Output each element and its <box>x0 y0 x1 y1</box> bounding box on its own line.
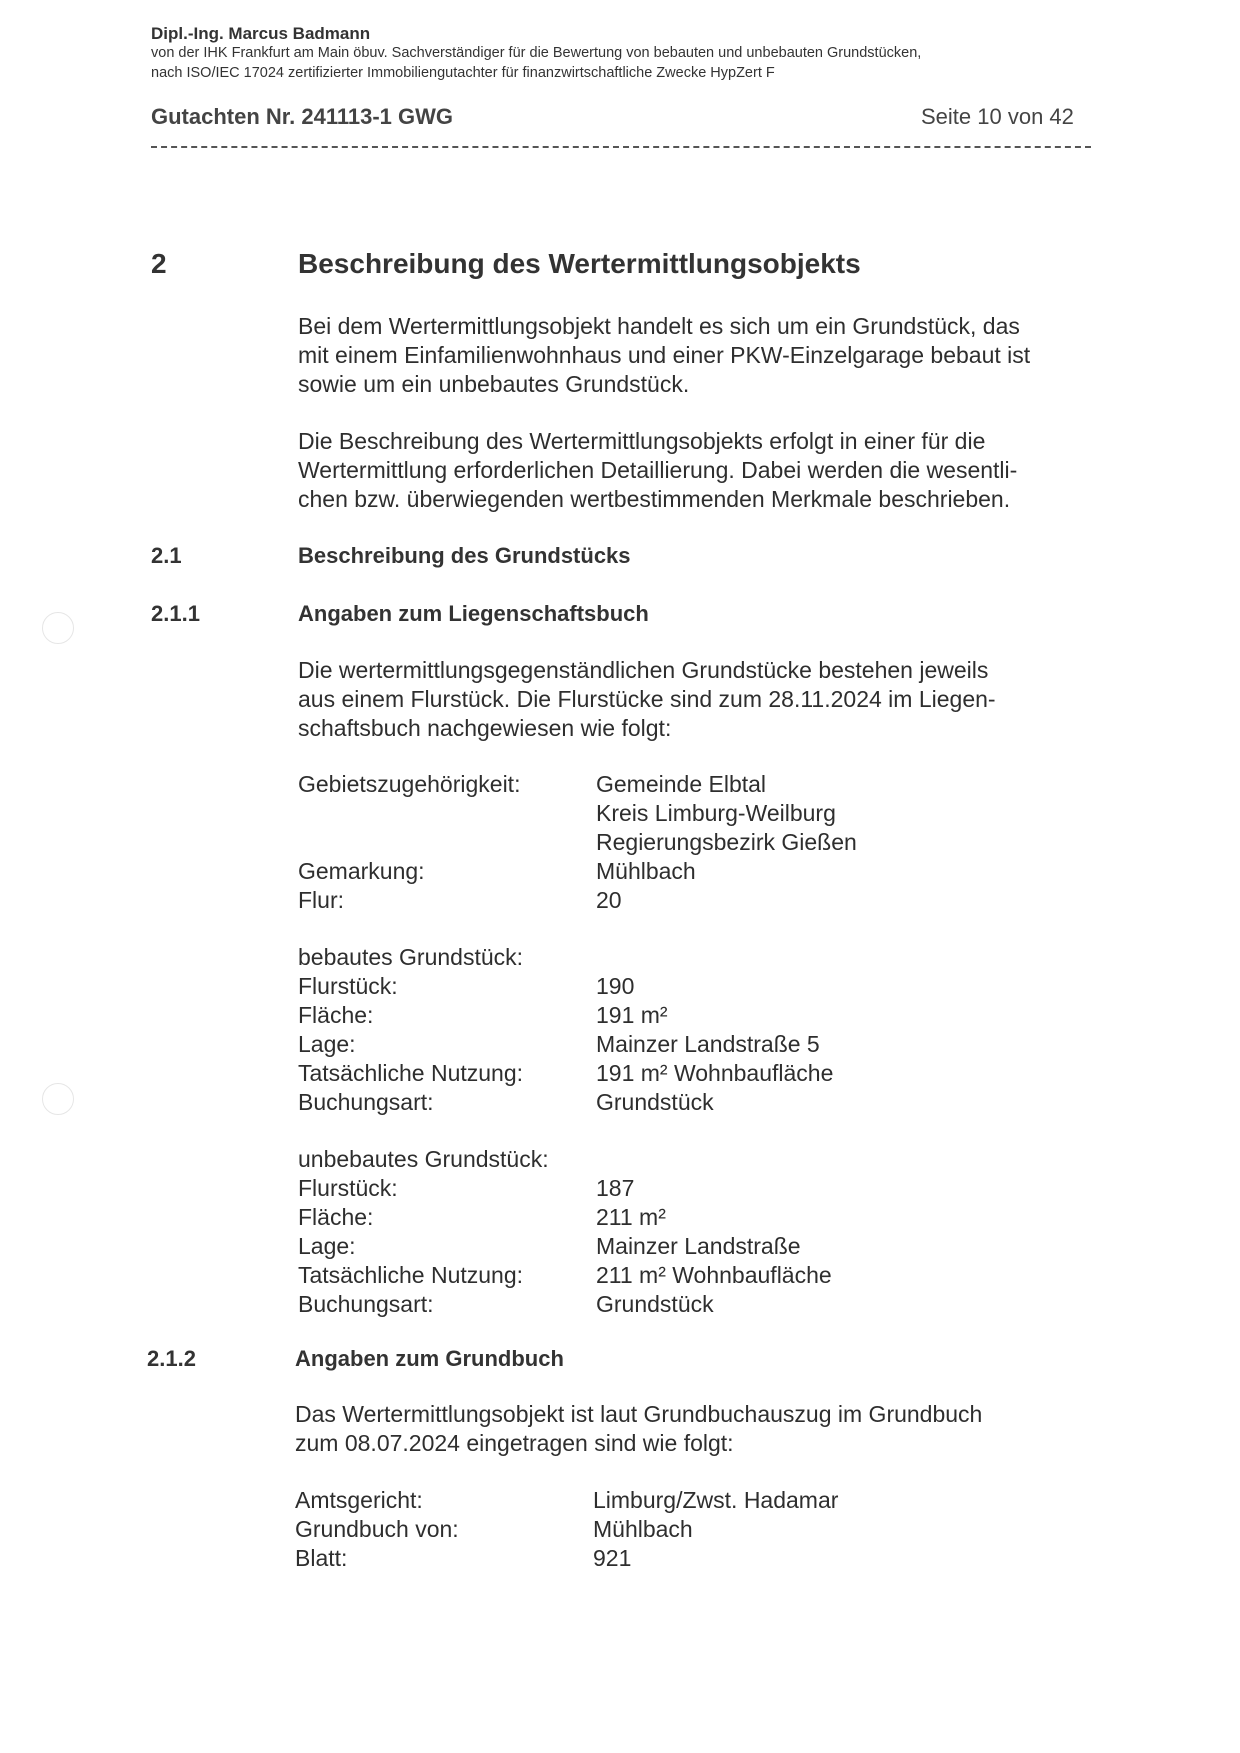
gebiet-label: Gebietszugehörigkeit: <box>298 771 521 797</box>
bebaut-row: Buchungsart: Grundstück <box>298 1089 714 1115</box>
flur-row <box>298 886 857 915</box>
section-2-1-2-title: Angaben zum Grundbuch <box>295 1346 564 1371</box>
section-2-1-2-number: 2.1.2 <box>147 1346 196 1371</box>
unbebaut-row: Tatsächliche Nutzung: 211 m² Wohnbaufläche <box>298 1262 832 1288</box>
unbebaut-heading: unbebautes Grundstück: <box>298 1146 549 1172</box>
section-2-1-2-paragraph: Das Wertermittlungsobjekt ist laut Grundbuchauszug im Grundbuch zum 08.07.2024 eingetragen sind wie folgt: <box>295 1401 983 1456</box>
section-2-1-1-paragraph: Die wertermittlungsgegenständlichen Grundstücke bestehen jeweils aus einem Flurstück. Die Flurstücke sind zum 28.11.2024 im Liegen- schaftsbuch nachgewiesen wie folgt: <box>298 657 996 741</box>
unbebaut-row: Fläche: 211 m² <box>298 1204 666 1230</box>
punch-hole-mark <box>42 1083 74 1115</box>
grundbuch-row: Grundbuch von: Mühlbach <box>295 1516 693 1542</box>
unbebaut-row: Buchungsart: Grundstück <box>298 1291 714 1317</box>
section-2-1-title: Beschreibung des Grundstücks <box>298 543 631 568</box>
header-author: Dipl.-Ing. Marcus Badmann <box>151 24 371 43</box>
section-2-title: Beschreibung des Wertermittlungsobjekts <box>298 248 861 279</box>
gebiet-row <box>298 770 857 857</box>
section-2-number: 2 <box>151 248 167 279</box>
section-2-1-1-title: Angaben zum Liegenschaftsbuch <box>298 601 649 626</box>
grundbuch-row: Blatt: 921 <box>295 1545 632 1571</box>
header-divider <box>151 146 1091 148</box>
punch-hole-mark <box>42 612 74 644</box>
bebaut-row: Lage: Mainzer Landstraße 5 <box>298 1031 820 1057</box>
gebiet-value: Gemeinde Elbtal Kreis Limburg-Weilburg Regierungsbezirk Gießen <box>596 771 857 855</box>
header-qualification-line-1: von der IHK Frankfurt am Main öbuv. Sachverständiger für die Bewertung von bebauten und unbebauten Grundstücken, <box>151 45 922 61</box>
cadastre-table <box>298 770 857 1319</box>
unbebaut-row: Lage: Mainzer Landstraße <box>298 1233 801 1259</box>
bebaut-row: Flurstück: 190 <box>298 973 635 999</box>
flur-label: Flur: <box>298 887 344 913</box>
section-2-paragraph-1: Bei dem Wertermittlungsobjekt handelt es sich um ein Grundstück, das mit einem Einfamilienwohnhaus und einer PKW-Einzelgarage bebaut ist sowie um ein unbebautes Grundstück. <box>298 313 1031 397</box>
grundbuch-row: Amtsgericht: Limburg/Zwst. Hadamar <box>295 1487 839 1513</box>
section-2-1-1-number: 2.1.1 <box>151 601 200 626</box>
land-register-table <box>295 1486 838 1573</box>
section-2-1-number: 2.1 <box>151 543 182 568</box>
bebaut-row: Tatsächliche Nutzung: 191 m² Wohnbaufläche <box>298 1060 834 1086</box>
report-number: Gutachten Nr. 241113-1 GWG <box>151 104 454 129</box>
gemarkung-value: Mühlbach <box>596 858 696 884</box>
gemarkung-label: Gemarkung: <box>298 858 425 884</box>
bebaut-heading: bebautes Grundstück: <box>298 944 524 970</box>
page-number: Seite 10 von 42 <box>921 104 1074 129</box>
section-2-paragraph-2: Die Beschreibung des Wertermittlungsobjekts erfolgt in einer für die Wertermittlung erforderlichen Detaillierung. Dabei werden die wesentli- chen bzw. überwiegenden wertbestimmenden Merkmale beschrieben. <box>298 428 1018 512</box>
unbebaut-row: Flurstück: 187 <box>298 1175 635 1201</box>
flur-value: 20 <box>596 887 622 913</box>
bebaut-row: Fläche: 191 m² <box>298 1002 668 1028</box>
header-qualification-line-2: nach ISO/IEC 17024 zertifizierter Immobiliengutachter für finanzwirtschaftliche Zwecke HypZert F <box>151 65 775 81</box>
gemarkung-row <box>298 857 857 886</box>
